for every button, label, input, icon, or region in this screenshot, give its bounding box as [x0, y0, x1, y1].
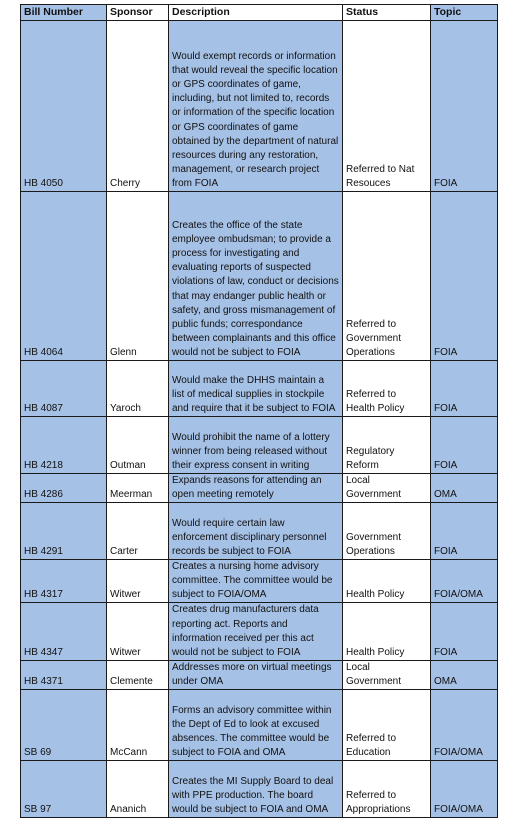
- cell-topic: FOIA/OMA: [431, 560, 498, 603]
- cell-sponsor: Cherry: [107, 21, 169, 192]
- header-sponsor: Sponsor: [107, 5, 169, 21]
- table-row: [21, 361, 498, 417]
- cell-description: Expands reasons for attending an open meeting remotely: [169, 474, 343, 503]
- cell-status: Health Policy: [343, 603, 431, 660]
- cell-description: Creates the office of the state employee ombudsman; to provide a process for investigating and evaluating reports of suspected violations of law, conduct or decisions that may endanger public health or safety, and gross mismanagement of public funds; correspondance between complainants and this office would not be subject to FOIA: [169, 192, 343, 361]
- cell-bill-number: HB 4087: [21, 361, 107, 417]
- cell-bill-number: HB 4371: [21, 660, 107, 689]
- cell-bill-number: HB 4317: [21, 560, 107, 603]
- cell-status: Referred to Health Policy: [343, 361, 431, 417]
- cell-sponsor: Ananich: [107, 761, 169, 818]
- cell-topic: FOIA/OMA: [431, 690, 498, 761]
- cell-status: Local Government: [343, 660, 431, 689]
- cell-sponsor: Witwer: [107, 603, 169, 660]
- cell-sponsor: Witwer: [107, 560, 169, 603]
- cell-sponsor: Carter: [107, 503, 169, 560]
- header-row: [21, 5, 498, 21]
- table-row: [21, 474, 498, 503]
- table-row: [21, 417, 498, 474]
- table-row: [21, 660, 498, 689]
- cell-description: Forms an advisory committee within the Dept of Ed to look at excused absences. The committee would be subject to FOIA and OMA: [169, 690, 343, 761]
- cell-sponsor: McCann: [107, 690, 169, 761]
- cell-bill-number: HB 4286: [21, 474, 107, 503]
- cell-sponsor: Outman: [107, 417, 169, 474]
- cell-status: Referred to Nat Resouces: [343, 21, 431, 192]
- cell-topic: FOIA: [431, 417, 498, 474]
- cell-topic: OMA: [431, 474, 498, 503]
- table-row: [21, 503, 498, 560]
- cell-topic: FOIA: [431, 603, 498, 660]
- bills-table: [20, 4, 498, 818]
- cell-bill-number: HB 4347: [21, 603, 107, 660]
- cell-sponsor: Meerman: [107, 474, 169, 503]
- cell-status: Local Government: [343, 474, 431, 503]
- header-description: Description: [169, 5, 343, 21]
- table-row: [21, 690, 498, 761]
- cell-sponsor: Yaroch: [107, 361, 169, 417]
- cell-status: Referred to Appropriations: [343, 761, 431, 818]
- cell-description: Addresses more on virtual meetings under OMA: [169, 660, 343, 689]
- cell-bill-number: SB 69: [21, 690, 107, 761]
- cell-topic: OMA: [431, 660, 498, 689]
- cell-bill-number: HB 4218: [21, 417, 107, 474]
- bills-table-container: [20, 4, 498, 818]
- table-row: [21, 761, 498, 818]
- header-bill-number: Bill Number: [21, 5, 107, 21]
- cell-description: Creates a nursing home advisory committee. The committee would be subject to FOIA/OMA: [169, 560, 343, 603]
- cell-status: Health Policy: [343, 560, 431, 603]
- cell-topic: FOIA: [431, 192, 498, 361]
- cell-bill-number: HB 4291: [21, 503, 107, 560]
- cell-description: Would prohibit the name of a lottery winner from being released without their express consent in writing: [169, 417, 343, 474]
- cell-topic: FOIA: [431, 503, 498, 560]
- cell-status: Referred to Education: [343, 690, 431, 761]
- table-row: [21, 560, 498, 603]
- cell-description: Creates the MI Supply Board to deal with PPE production. The board would be subject to FOIA and OMA: [169, 761, 343, 818]
- header-status: Status: [343, 5, 431, 21]
- cell-topic: FOIA: [431, 21, 498, 192]
- table-row: [21, 603, 498, 660]
- cell-bill-number: HB 4064: [21, 192, 107, 361]
- cell-bill-number: SB 97: [21, 761, 107, 818]
- cell-status: Government Operations: [343, 503, 431, 560]
- table-row: [21, 21, 498, 192]
- cell-description: Would require certain law enforcement disciplinary personnel records be subject to FOIA: [169, 503, 343, 560]
- cell-status: Referred to Government Operations: [343, 192, 431, 361]
- header-topic: Topic: [431, 5, 498, 21]
- cell-topic: FOIA/OMA: [431, 761, 498, 818]
- cell-bill-number: HB 4050: [21, 21, 107, 192]
- cell-description: Would exempt records or information that would reveal the specific location or GPS coordinates of game, including, but not limited to, records or information of the specific location or GPS coordinates of game obtained by the department of natural resources during any restoration, management, or research project from FOIA: [169, 21, 343, 192]
- cell-sponsor: Clemente: [107, 660, 169, 689]
- cell-status: Regulatory Reform: [343, 417, 431, 474]
- cell-topic: FOIA: [431, 361, 498, 417]
- table-row: [21, 192, 498, 361]
- cell-description: Would make the DHHS maintain a list of medical supplies in stockpile and require that it be subject to FOIA: [169, 361, 343, 417]
- cell-sponsor: Glenn: [107, 192, 169, 361]
- cell-description: Creates drug manufacturers data reporting act. Reports and information received per this act would not be subject to FOIA: [169, 603, 343, 660]
